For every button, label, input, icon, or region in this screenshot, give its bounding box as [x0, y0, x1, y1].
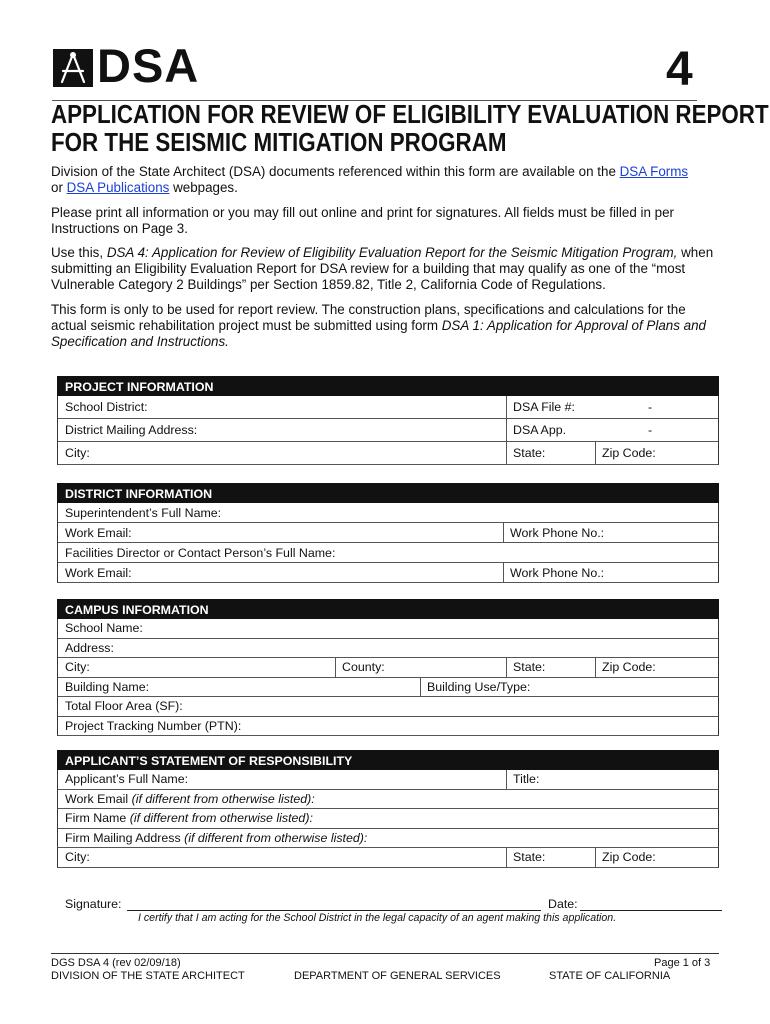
superintendent-name-field[interactable]: Superintendent’s Full Name: — [65, 505, 222, 520]
form-row — [57, 717, 719, 737]
footer-department: DEPARTMENT OF GENERAL SERVICES — [294, 970, 501, 982]
form-row — [57, 619, 719, 639]
district-information-section — [57, 483, 719, 583]
city-field[interactable]: City: — [65, 446, 90, 460]
form-row — [57, 503, 719, 523]
field-note: (if different from otherwise listed): — [129, 811, 313, 826]
signature-label: Signature: — [65, 897, 122, 911]
section-heading: CAMPUS INFORMATION — [57, 599, 719, 619]
form-row — [57, 829, 719, 849]
city-field[interactable]: City: — [65, 660, 90, 675]
campus-information-section — [57, 599, 719, 736]
form-row — [57, 543, 719, 563]
firm-name-field[interactable] — [58, 809, 720, 828]
zip-field[interactable]: Zip Code: — [602, 660, 656, 675]
field-label: Firm Mailing Address — [65, 830, 181, 845]
applicant-name-field[interactable]: Applicant’s Full Name: — [65, 772, 189, 787]
school-name-field[interactable]: School Name: — [65, 621, 143, 636]
intro-text: This form is only to be used for report review. The construction plans, specifications and calculations for the actual seismic rehabilitation project must be submitted using form — [51, 302, 686, 333]
footer-state: STATE OF CALIFORNIA — [549, 970, 671, 982]
school-district-field[interactable]: School District: — [65, 400, 148, 414]
field-note: (if different from otherwise listed): — [184, 830, 368, 845]
form-row — [57, 658, 719, 678]
dsa-forms-link[interactable]: DSA Forms — [619, 164, 689, 179]
intro-paragraph-4 — [51, 302, 721, 350]
intro-text-italic: DSA 1: Application for Approval of Plans and Specification and Instructions. — [51, 318, 706, 349]
signature-line[interactable] — [127, 910, 541, 911]
form-number: 4 — [666, 43, 693, 96]
intro-text: webpages. — [169, 180, 238, 195]
intro-paragraph-1 — [51, 164, 721, 196]
intro-text: or — [51, 180, 67, 195]
intro-text-italic: DSA 4: Application for Review of Eligibility Evaluation Report for the Seismic Mitigation Program, — [106, 245, 678, 260]
form-row — [57, 678, 719, 698]
compass-logo-icon — [53, 49, 93, 87]
page-title — [51, 100, 769, 156]
dsa-app-field[interactable]: DSA App. — [513, 423, 567, 437]
mailing-address-field[interactable]: District Mailing Address: — [65, 423, 198, 437]
county-field[interactable]: County: — [342, 660, 385, 675]
form-row — [57, 697, 719, 717]
form-row — [57, 770, 719, 790]
dsa-file-dash: - — [648, 400, 653, 414]
form-row — [57, 523, 719, 543]
intro-paragraph-2: Please print all information or you may fill out online and print for signatures. All fields must be filled in per Instructions on Page 3. — [51, 205, 674, 236]
footer-division: DIVISION OF THE STATE ARCHITECT — [51, 970, 245, 982]
footer-page-number: Page 1 of 3 — [654, 957, 711, 969]
city-field[interactable]: City: — [65, 850, 90, 865]
date-label: Date: — [548, 897, 578, 911]
section-heading: PROJECT INFORMATION — [57, 376, 719, 396]
work-phone-field[interactable]: Work Phone No.: — [510, 565, 605, 580]
form-row — [57, 396, 719, 419]
applicant-statement-section — [57, 750, 719, 868]
dsa-file-field[interactable]: DSA File #: — [513, 400, 575, 414]
building-name-field[interactable]: Building Name: — [65, 679, 150, 694]
floor-area-field[interactable]: Total Floor Area (SF): — [65, 699, 183, 714]
facilities-director-field[interactable]: Facilities Director or Contact Person’s Full Name: — [65, 545, 336, 560]
intro-text: Use this, — [51, 245, 107, 260]
certification-statement: I certify that I am acting for the School District in the legal capacity of an agent making this application. — [138, 912, 617, 924]
field-note: (if different from otherwise listed): — [131, 791, 315, 806]
state-field[interactable]: State: — [513, 446, 546, 460]
zip-field[interactable]: Zip Code: — [602, 850, 656, 865]
form-row — [57, 563, 719, 583]
work-email-field[interactable]: Work Email: — [65, 525, 132, 540]
field-label: Work Email — [65, 791, 129, 806]
applicant-work-email-field[interactable] — [58, 790, 720, 809]
logo-text: DSA — [97, 39, 200, 92]
section-heading: APPLICANT’S STATEMENT OF RESPONSIBILITY — [57, 750, 719, 770]
footer-form-id: DGS DSA 4 (rev 02/09/18) — [51, 957, 181, 969]
zip-field[interactable]: Zip Code: — [602, 446, 656, 460]
form-row — [57, 790, 719, 810]
applicant-title-field[interactable]: Title: — [513, 772, 540, 787]
form-row — [57, 848, 719, 868]
title-line-2: FOR THE SEISMIC MITIGATION PROGRAM — [51, 127, 507, 157]
field-label: Firm Name — [65, 811, 127, 826]
form-row — [57, 442, 719, 465]
form-row — [57, 419, 719, 442]
intro-paragraph-3 — [51, 245, 721, 293]
intro-text: Division of the State Architect (DSA) documents referenced within this form are available on the — [51, 164, 620, 179]
work-phone-field[interactable]: Work Phone No.: — [510, 525, 605, 540]
state-field[interactable]: State: — [513, 660, 546, 675]
firm-address-field[interactable] — [58, 829, 720, 848]
dsa-app-dash: - — [648, 423, 653, 437]
form-row — [57, 809, 719, 829]
work-email-field[interactable]: Work Email: — [65, 565, 132, 580]
project-information-section — [57, 376, 719, 465]
section-heading: DISTRICT INFORMATION — [57, 483, 719, 503]
dsa-publications-link[interactable]: DSA Publications — [66, 180, 170, 195]
title-line-1: APPLICATION FOR REVIEW OF ELIGIBILITY EVALUATION REPORT — [51, 99, 769, 129]
form-row — [57, 639, 719, 659]
date-line[interactable] — [580, 910, 722, 911]
building-use-field[interactable]: Building Use/Type: — [427, 679, 531, 694]
ptn-field[interactable]: Project Tracking Number (PTN): — [65, 718, 242, 733]
address-field[interactable]: Address: — [65, 640, 114, 655]
intro-text: when submitting an Eligibility Evaluation Report for DSA review for a building that may qualify as one of the “most Vulnerable Category 2 Buildings” per Section 1859.82, Title 2, California Code of Regulations. — [51, 245, 714, 292]
footer-rule — [51, 953, 719, 954]
state-field[interactable]: State: — [513, 850, 546, 865]
